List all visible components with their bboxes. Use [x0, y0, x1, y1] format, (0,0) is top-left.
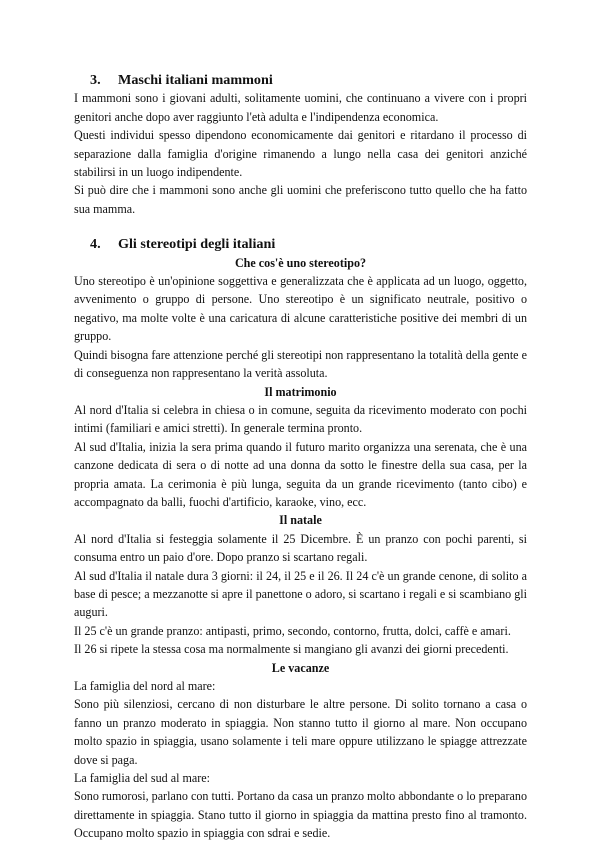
paragraph: La famiglia del nord al mare: [74, 679, 216, 693]
paragraph: Al sud d'Italia il natale dura 3 giorni: il 24, il 25 e il 26. Il 24 c'è un grande cenone, di solito a base di pesce; a mezzanotte si apre il panettone o adoro, si scartano i regali e si scambiano gli auguri. [74, 568, 527, 620]
paragraph: Questi individui spesso dipendono economicamente dai genitori e ritardano il processo di separazione dalla famiglia d'origine rimanendo a lungo nella casa dei genitori anziché stabilirsi in un luogo indipendente. [74, 128, 527, 180]
spacer [74, 218, 527, 235]
paragraph: Il 25 c'è un grande pranzo: antipasti, primo, secondo, contorno, frutta, dolci, caffè e amari. [74, 623, 511, 638]
section-3-heading [74, 71, 527, 89]
section-3-number: 3. [90, 72, 101, 88]
paragraph: Sono rumorosi, parlano con tutti. Portano da casa un pranzo molto abbondante o lo preparano direttamente in spiaggia. Stano tutto il giorno in spiaggia da mattina presto fino al tramonto. Occupano molto spazio in spiaggia con sdrai e sedie. [74, 789, 527, 841]
paragraph: Il 26 si ripete la stessa cosa ma normalmente si mangiano gli avanzi dei giorni precedenti. [74, 642, 509, 657]
paragraph: Al nord d'Italia si festeggia solamente il 25 Dicembre. È un pranzo con pochi parenti, si consuma entro un paio d'ore. Dopo pranzo si scartano regali. [74, 531, 527, 565]
subheading-matrimonio: Il matrimonio [264, 384, 337, 399]
paragraph: Sono più silenziosi, cercano di non disturbare le altre persone. Di solito tornano a casa o fanno un pranzo moderato in spiaggia. Non stanno tutto il giorno al mare. Non occupano molto spazio in spiaggia, usano solamente i teli mare oppure utilizzano le spiagge attrezzate dove si paga. [74, 697, 527, 767]
subheading-natale: Il natale [279, 513, 322, 528]
paragraph: Uno stereotipo è un'opinione soggettiva e generalizzata che è applicata ad un luogo, oggetto, avvenimento o gruppo di persone. Uno stereotipo è un significato neutrale, positivo o negativo, ma molte volte è una caricatura di alcune caratteristiche positive dei membri di un gruppo. [74, 274, 527, 344]
section-4-heading [74, 235, 527, 253]
paragraph: I mammoni sono i giovani adulti, solitamente uomini, che continuano a vivere con i propri genitori anche dopo aver raggiunto l'età adulta e l'indipendenza economica. [74, 91, 527, 124]
paragraph: Quindi bisogna fare attenzione perché gli stereotipi non rappresentano la totalità della gente e di conseguenza non rappresentano la verità assoluta. [74, 347, 527, 381]
subheading-stereotipo: Che cos'è uno stereotipo? [234, 255, 367, 270]
paragraph: La famiglia del sud al mare: [74, 771, 211, 786]
document-body [74, 71, 527, 843]
paragraph: Al sud d'Italia, inizia la sera prima quando il futuro marito organizza una serenata, che è una canzone dedicata di sera o di notte ad una donna da sotto le finestre della sua casa, per la propria amata. La cerimonia è più lunga, seguita da un grande ricevimento (tanto cibo) e accompagnato da balli, fuochi d'artificio, karaoke, vino, ecc. [74, 439, 527, 509]
section-4-title: Gli stereotipi degli italiani [118, 236, 276, 253]
section-4-number: 4. [90, 236, 101, 253]
paragraph: Si può dire che i mammoni sono anche gli uomini che preferiscono tutto quello che ha fatto sua mamma. [74, 183, 527, 216]
section-3-title: Maschi italiani mammoni [118, 72, 273, 88]
paragraph: Al nord d'Italia si celebra in chiesa o in comune, seguita da ricevimento moderato con pochi intimi (familiari e amici stretti). In generale termina pronto. [74, 402, 527, 436]
subheading-vacanze: Le vacanze [271, 660, 330, 675]
